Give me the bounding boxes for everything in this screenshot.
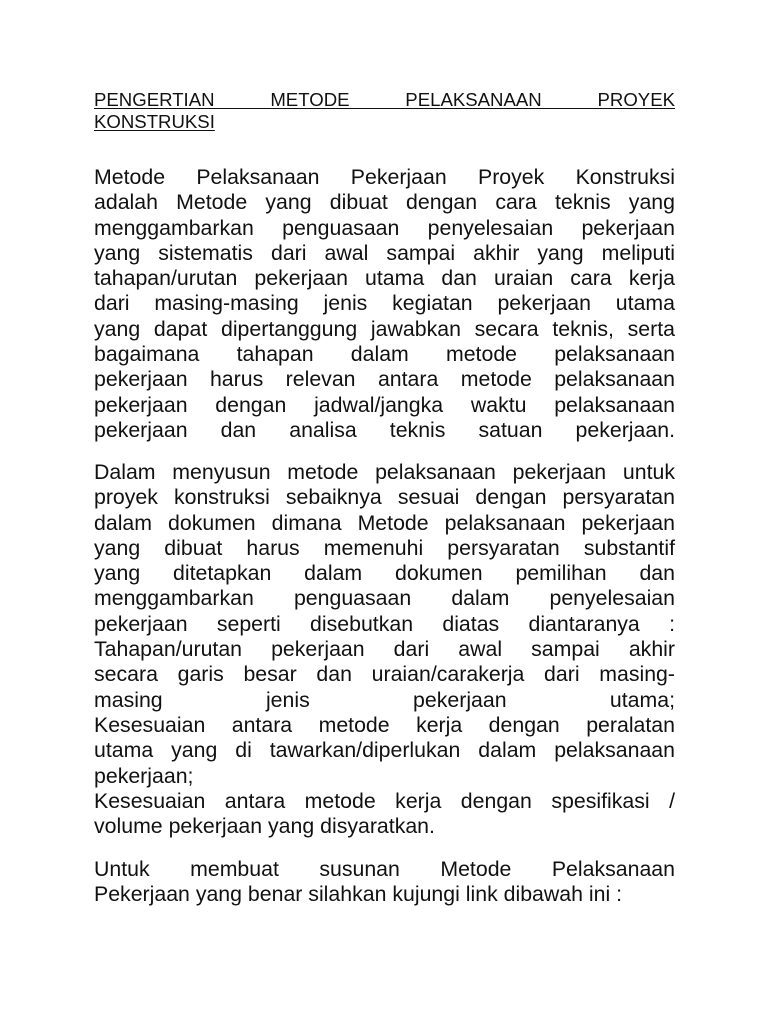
text-line: tahapan/urutan pekerjaan utama dan uraian cara kerja [94,266,675,291]
text-line: yang ditetapkan dalam dokumen pemilihan dan [94,561,675,586]
text-line: Kesesuaian antara metode kerja dengan spesifikasi / [94,788,675,813]
paragraph-method-definition [94,165,675,443]
text-line: pekerjaan dan analisa teknis satuan pekerjaan. [94,417,675,442]
text-line: Untuk membuat susunan Metode Pelaksanaan [94,857,675,881]
text-line: dari masing-masing jenis kegiatan pekerjaan utama [94,291,675,316]
text-line: yang sistematis dari awal sampai akhir yang meliputi [94,240,675,265]
text-line: menggambarkan penguasaan penyelesaian pekerjaan [94,215,675,240]
text-line: Pekerjaan yang benar silahkan kujungi link dibawah ini : [94,882,623,907]
text-line: utama yang di tawarkan/diperlukan dalam pelaksanaan [94,738,675,763]
text-line: yang dapat dipertanggung jawabkan secara teknis, serta [94,316,675,341]
title-line: PENGERTIAN METODE PELAKSANAAN PROYEK [94,89,675,110]
text-line: pekerjaan; [94,763,194,788]
text-line: pekerjaan harus relevan antara metode pelaksanaan [94,367,675,392]
text-line: Dalam menyusun metode pelaksanaan pekerjaan untuk [94,460,675,484]
text-line: Tahapan/urutan pekerjaan dari awal sampai akhir [94,637,675,662]
text-line: bagaimana tahapan dalam metode pelaksanaan [94,342,675,367]
paragraph-method-requirements [94,460,675,839]
text-line: yang dibuat harus memenuhi persyaratan substantif [94,535,675,560]
text-line: adalah Metode yang dibuat dengan cara teknis yang [94,190,675,215]
text-line: secara garis besar dan uraian/carakerja dari masing- [94,662,675,687]
text-line: menggambarkan penguasaan dalam penyelesaian [94,586,675,611]
text-line: Metode Pelaksanaan Pekerjaan Proyek Konstruksi [94,165,675,189]
document-title [94,89,675,133]
text-line: Kesesuaian antara metode kerja dengan peralatan [94,712,675,737]
text-line: volume pekerjaan yang disyaratkan. [94,814,435,839]
text-line: pekerjaan seperti disebutkan diatas diantaranya : [94,611,675,636]
title-line: KONSTRUKSI [94,111,215,132]
text-line: masing jenis pekerjaan utama; [94,687,675,712]
paragraph-link-invitation [94,857,675,908]
text-line: pekerjaan dengan jadwal/jangka waktu pelaksanaan [94,392,675,417]
text-line: proyek konstruksi sebaiknya sesuai dengan persyaratan [94,485,675,510]
text-line: dalam dokumen dimana Metode pelaksanaan pekerjaan [94,510,675,535]
